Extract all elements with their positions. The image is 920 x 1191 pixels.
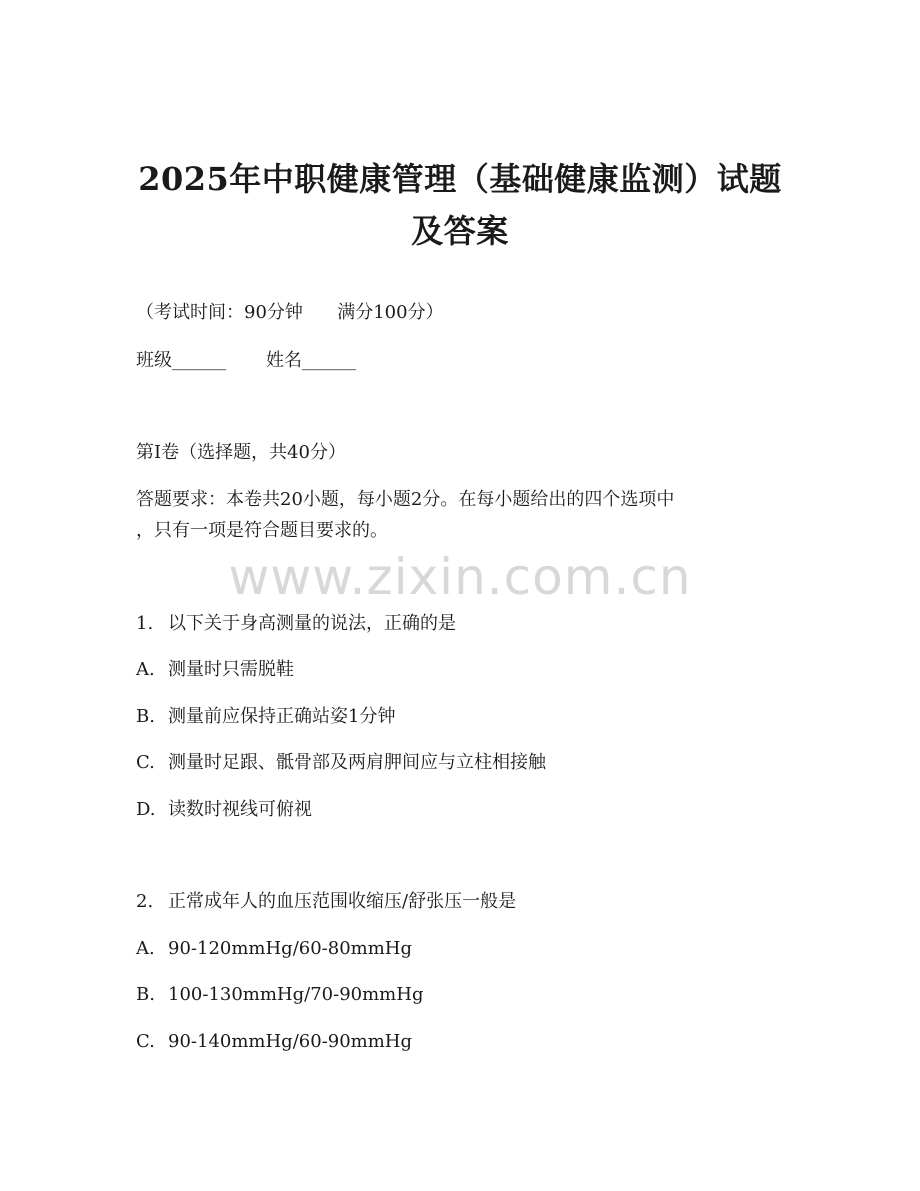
option-text: 90-120mmHg/60-80mmHg <box>168 938 413 959</box>
option-letter: A. <box>136 659 155 680</box>
question-2-option-c <box>136 1029 412 1055</box>
question-text: 正常成年人的血压范围收缩压/舒张压一般是 <box>168 891 517 912</box>
option-text: 90-140mmHg/60-90mmHg <box>168 1031 413 1052</box>
question-2-option-a <box>136 936 412 962</box>
class-name-line: 班级______ 姓名______ <box>136 350 357 371</box>
section-heading: 第I卷（选择题，共40分） <box>136 442 347 463</box>
question-1-option-b <box>136 704 395 730</box>
watermark: www.zixin.com.cn <box>228 548 692 606</box>
option-letter: A. <box>136 938 155 959</box>
instructions-line-1: 答题要求：本卷共20小题，每小题2分。在每小题给出的四个选项中 <box>136 489 675 510</box>
option-letter: B. <box>136 984 155 1005</box>
question-2-option-b <box>136 982 423 1008</box>
question-text: 以下关于身高测量的说法，正确的是 <box>168 613 456 634</box>
option-letter: D. <box>136 799 156 820</box>
option-text: 测量时只需脱鞋 <box>168 659 294 680</box>
question-1-option-d <box>136 797 312 823</box>
instructions-line-2: ，只有一项是符合题目要求的。 <box>136 520 388 541</box>
question-2-stem <box>136 889 516 915</box>
option-letter: C. <box>136 1031 155 1052</box>
option-text: 测量时足跟、骶骨部及两肩胛间应与立柱相接触 <box>168 752 546 773</box>
document-title-continued: 及答案 <box>411 212 509 250</box>
question-1-option-c <box>136 750 546 776</box>
question-number: 2. <box>136 891 154 912</box>
option-text: 读数时视线可俯视 <box>168 799 312 820</box>
question-1-option-a <box>136 657 294 683</box>
option-text: 测量前应保持正确站姿1分钟 <box>168 706 396 727</box>
question-1-stem <box>136 611 456 637</box>
option-letter: B. <box>136 706 155 727</box>
document-title: 2025年中职健康管理（基础健康监测）试题 <box>138 160 782 198</box>
option-text: 100-130mmHg/70-90mmHg <box>168 984 424 1005</box>
option-letter: C. <box>136 752 155 773</box>
question-number: 1. <box>136 613 154 634</box>
exam-info: （考试时间：90分钟 满分100分） <box>136 302 444 323</box>
